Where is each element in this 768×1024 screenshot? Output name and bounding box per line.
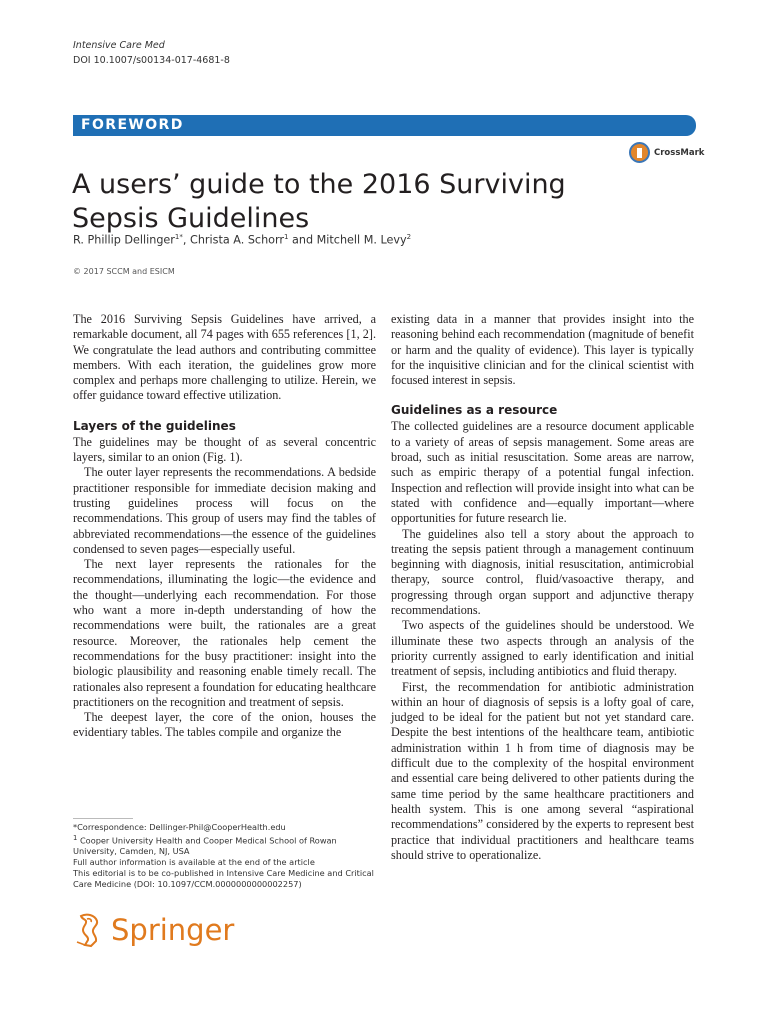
author-affiliation-sup: 1*	[174, 233, 183, 241]
paragraph: First, the recommendation for antibiotic administration within an hour of diagnosis of sepsis is a lofty goal of care, judged to be ideal for the patient but not yet standard care. Despite the best intentions of the healthcare team, antibiotic administration within 1 h from time of diagnosis may be difficult due to the complexity of the hospital environment and essential care being delivered to other patients during the same time period by the same healthcare practitioners and health system. This is one among several “aspirational recommendations” considered by the experts to represent best practice that individual practitioners and healthcare teams should strive to operationalize.	[391, 679, 694, 862]
crossmark-label: CrossMark	[654, 147, 705, 158]
publisher-logo	[73, 912, 234, 948]
crossmark-badge[interactable]	[629, 142, 704, 163]
paragraph: The next layer represents the rationales for the recommendations, illuminating the logic—the evidence and the thought—underlying each recommendation. For those who want a more in-depth understanding of how the recommendations were built, the rationales are a great resource. Moreover, the rationales help cement the recommendations for the busy practitioner: insight into the biologic plausibility and reasoning enable timely recall. The rationales also represent a foundation for educating healthcare practitioners on the recognition and treatment of sepsis.	[73, 557, 376, 709]
correspondence-note: *Correspondence: Dellinger-Phil@CooperHealth.edu	[73, 822, 286, 832]
paragraph: The deepest layer, the core of the onion, houses the evidentiary tables. The tables compile and organize the	[73, 710, 376, 740]
article-title	[72, 168, 592, 236]
section-band	[73, 115, 696, 136]
journal-name: Intensive Care Med	[73, 40, 165, 51]
author-name[interactable]: Christa A. Schorr	[190, 233, 285, 247]
paragraph: The guidelines also tell a story about the approach to treating the sepsis patient through a management continuum beginning with diagnosis, initial resuscitation, antimicrobial therapy, source control, fluid/vasoactive therapy, and progressing through organ support and adjunctive therapy recommendations.	[391, 526, 694, 618]
author-list	[73, 233, 411, 247]
body-column-right	[391, 312, 694, 863]
full-info-note: Full author information is available at the end of the article	[73, 857, 315, 868]
title-line-2: Sepsis Guidelines	[72, 203, 310, 235]
paragraph: The collected guidelines are a resource document applicable to a variety of areas of sepsis management. Some areas are broad, such as initial resuscitation. Some areas are narrow, such as empiric therapy of a potential fungal infection. Inspection and reflection will provide insight into what can be stated with confidence and—equally important—where opportunities for future research lie.	[391, 419, 694, 526]
author-affiliation-sup: 2	[406, 233, 412, 241]
section-heading: Guidelines as a resource	[391, 403, 558, 418]
footnotes	[73, 822, 383, 890]
paragraph: The outer layer represents the recommendations. A bedside practitioner responsible for immediate decision making and trusting guidelines process will focus on the recommendations. This group of users may find the tables of abbreviated recommendations—the essence of the guidelines condensed to seven pages—especially useful.	[73, 465, 376, 556]
copublished-note: This editorial is to be co-published in Intensive Care Medicine and Critical Care Medicine (DOI: 10.1097/CCM.0000000000002257)	[73, 867, 374, 889]
copyright-notice: © 2017 SCCM and ESICM	[73, 267, 175, 276]
footnote-divider	[73, 818, 133, 819]
section-label: FOREWORD	[81, 117, 184, 133]
affiliation-sup: 1	[73, 833, 78, 842]
author-name[interactable]: Mitchell M. Levy	[316, 233, 407, 247]
crossmark-icon	[629, 142, 650, 163]
paragraph: existing data in a manner that provides insight into the reasoning behind each recommendation (magnitude of benefit or harm and the quality of evidence). This layer is typically for the inquisitive clinician and for the clinical scientist with focused interest in sepsis.	[391, 312, 694, 388]
affiliation-text: Cooper University Health and Cooper Medical School of Rowan University, Camden, NJ, USA	[73, 835, 337, 857]
author-name[interactable]: R. Phillip Dellinger	[73, 233, 175, 247]
author-separator: ,	[182, 233, 191, 247]
paragraph: Two aspects of the guidelines should be understood. We illuminate these two aspects through an analysis of the priority currently assigned to early identification and initial treatment of sepsis, including antibiotics and fluid therapy.	[391, 618, 694, 679]
publisher-name: Springer	[111, 913, 235, 947]
doi[interactable]: DOI 10.1007/s00134-017-4681-8	[73, 55, 230, 66]
section-heading: Layers of the guidelines	[73, 418, 236, 433]
paragraph: The 2016 Surviving Sepsis Guidelines have arrived, a remarkable document, all 74 pages with 655 references [1, 2]. We congratulate the lead authors and contributing committee members. With each iteration, the guidelines grow more complex and perhaps more challenging to utilize. Herein, we offer guidance toward effective utilization.	[73, 312, 376, 403]
paragraph: The guidelines may be thought of as several concentric layers, similar to an onion (Fig. 1).	[73, 434, 376, 465]
author-affiliation-sup: 1	[284, 233, 289, 241]
author-separator: and	[288, 233, 317, 247]
affiliation-note	[73, 833, 383, 857]
springer-horse-icon	[73, 912, 103, 948]
body-column-left	[73, 312, 376, 741]
title-line-1: A users’ guide to the 2016 Surviving	[72, 169, 566, 201]
